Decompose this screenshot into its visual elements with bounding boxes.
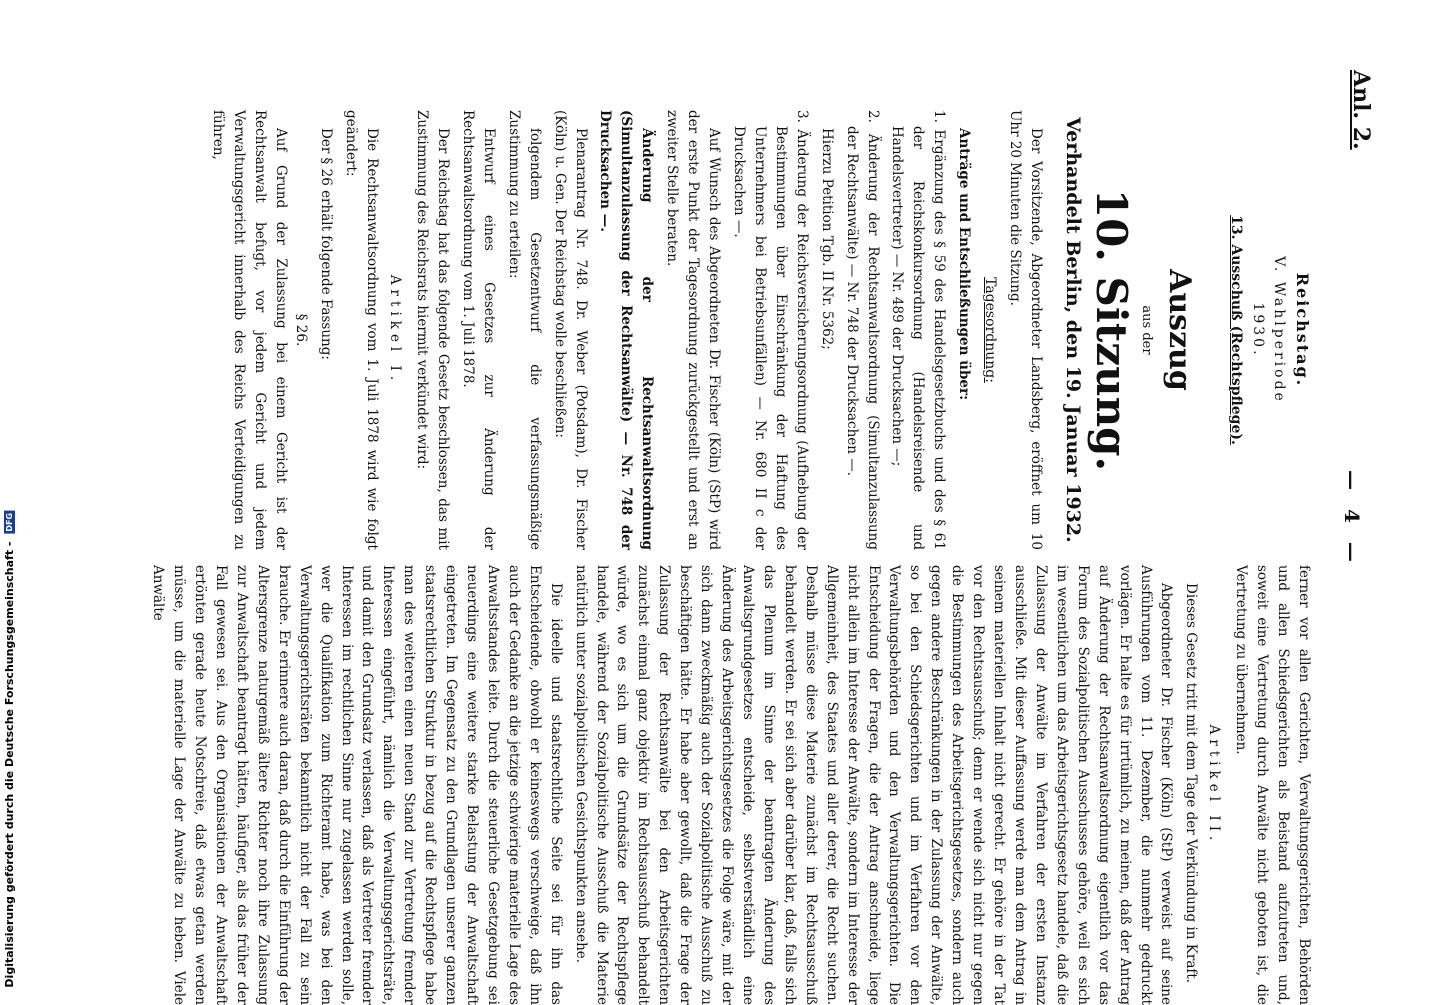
right-column [143, 565, 1314, 1005]
intro-paragraph: Der Vorsitzende, Abgeordneter Landsberg, eröffnet um 10 Uhr 20 Minuten die Sitzung. [1006, 110, 1044, 550]
agenda-item: 2. Änderung der Rechtsanwaltsordnung (Simultanzulassung der Rechtsanwälte) — Nr. 748 der Drucksachen —. [843, 110, 881, 550]
header-year: 1930. [1249, 302, 1266, 358]
paragraph: Der Reichstag hat das folgende Gesetz beschlossen, das mit Zustimmung des Reichsrats hiermit verkündet wird: [414, 110, 452, 550]
paragraph: Änderung der Rechtsanwaltsordnung (Simultanzulassung der Rechtsanwälte) — Nr. 748 der Drucksachen —. [597, 110, 656, 550]
paragraph: Der § 26 erhält folgende Fassung: [318, 128, 335, 360]
paragraph: Auf Wunsch des Abgeordneten Dr. Fischer (Köln) (StP) wird der erste Punkt der Tagesordnung zurückgestellt und erst an zweiter Stelle beraten. [664, 110, 723, 550]
paragraph: Die ideelle und staatsrechtliche Seite sei für ihn das Entscheidende, obwohl er keineswegs verschweige, daß ihn auch der Gedanke an die jetzige schwierige materielle Lage des Anwaltsstandes leite. Durch die steuerliche Gesetzgebung sei neuerdings eine weitere starke Belastung der Anwaltschaft eingetreten. Im Gegensatz zu den Grundlagen unserer ganzen staatsrechtlichen Struktur in bezug auf die Rechtspflege habe man des weiteren einen neuen Stand zur Vertretung fremder Interessen eingeführt, nämlich die Verwaltungsgerichtsräte, und damit den Grundsatz verlassen, daß als Vertreter fremder Interessen im rechtlichen Sinne nur zugelassen werden solle, wer die Qualifikation zum Richteramt habe, was bei den Verwaltungsgerichtsräten bekanntlich nicht der Fall zu sein brauche. Er erinnere auch daran, daß durch die Einführung der Altersgrenze naturgemäß ältere Richter noch ihre Zulassung zur Anwaltschaft beantragt hätten, häufiger, als das früher der Fall gewesen sei. Aus den Organisationen der Anwaltschaft ertönten gerade heute Notschreie, daß etwas getan werden müsse, um die materielle Lage der Anwälte zu heben. Viele Anwälte [150, 565, 564, 1005]
paragraph: Abgeordneter Dr. Fischer (Köln) (StP) verweist auf seine Ausführungen vom 11. Dezember, die nunmehr gedruckt vorlägen. Er halte es für irrtümlich, zu meinen, daß der Antrag auf Änderung der Rechtsanwaltsordnung eigentlich vor das Forum des Sozialpolitischen Ausschusses gehöre, weil es sich im wesentlichen um das Arbeitsgerichtsgesetz handele, daß die Zulassung der Anwälte im Verfahren der ersten Instanz ausschließe. Mit dieser Auffassung werde man dem Antrag in seinem materiellen Inhalt nicht gerecht. Er gehöre in der Tat vor den Rechtsausschuß; denn er wende sich nicht nur gegen die Bestimmungen des Arbeitsgerichtsgesetzes, sondern auch gegen andere Beschränkungen in der Zulassung der Anwälte, so bei den Schiedsgerichten und im Verfahren vor den Verwaltungsbehörden und den Verwaltungsgerichten. Die Entscheidung der Fragen, die der Antrag anschneide, liege nicht allein im Interesse der Anwälte, sondern im Interesse der Allgemeinheit, des Staates und aller derer, die Recht suchen. Deshalb müsse diese Materie zunächst im Rechtsausschuß behandelt werden. Er sei sich aber darüber klar, daß, falls sich das Plenum im Sinne der beantragten Änderung des Anwaltsgrundgesetzes entscheide, selbstverständlich eine Änderung des Arbeitsgerichtsgesetzes die Folge wäre, mit der sich dann zweckmäßig auch der Sozialpolitische Ausschuß zu beschäftigen hätte. Er habe aber gewollt, daß die Frage der Zulassung der Rechtsanwälte bei den Arbeitsgerichten zunächst einmal ganz objektiv im Rechtsausschuß behandelt würde, wo es sich um die Grundsätze der Rechtspflege handele, während der Sozialpolitische Ausschuß die Materie natürlich unter sozialpolitischen Gesichtspunkten ansehe. [572, 565, 1175, 1005]
agenda-item: Hierzu Petition Tgb. II Nr. 5362; [818, 128, 835, 350]
paragraph: Die Rechtsanwaltsordnung vom 1. Juli 1878 wird wie folgt geändert: [343, 110, 381, 550]
left-column [203, 110, 1314, 550]
header-wahlperiode: V. Wahlperiode [1271, 256, 1288, 404]
paragraph: folgendem Gesetzentwurf die verfassungsmäßige Zustimmung zu erteilen: [505, 110, 543, 550]
paragraph: Entwurf eines Gesetzes zur Änderung der Rechtsanwaltsordnung vom 1. Juli 1878. [459, 110, 497, 550]
page-number: — 4 — [1340, 470, 1364, 568]
artikel-heading: Artikel II. [1206, 724, 1223, 846]
title-sitzung: 10. Sitzung. [1087, 188, 1137, 472]
antraege-heading: Anträge und Entschließungen über: [956, 128, 973, 401]
section-heading: § 26. [293, 313, 310, 347]
artikel-heading: Artikel I. [387, 274, 404, 386]
anlage-label: Anl. 2. [1348, 70, 1374, 150]
title-verhandelt: Verhandelt Berlin, den 19. Januar 1932. [1062, 117, 1085, 543]
agenda-item: 3. Änderung der Reichsversicherungsordnung (Aufhebung der Bestimmungen über Einschränkung der Haftung des Unternehmers bei Betriebsunfällen) — Nr. 680 II c der Drucksachen —. [731, 110, 810, 550]
title-auszug: Auszug [1162, 269, 1198, 391]
paragraph: Plenarantrag Nr. 748. Dr. Weber (Potsdam), Dr. Fischer (Köln) u. Gen. Der Reichstag wolle beschließen: [551, 110, 589, 550]
agenda-item: 1. Ergänzung des § 59 des Handelsgesetzbuchs und des § 61 der Reichskonkursordnung (Handelsreisende und Handelsvertreter) — Nr. 489 der Drucksachen —; [889, 110, 948, 550]
tagesordnung-heading: Tagesordnung: [981, 277, 998, 383]
header-reichstag: Reichstag. [1293, 272, 1312, 388]
paragraph: ferner vor allen Gerichten, Verwaltungsgerichten, Behörden und allen Schiedsgerichten als Beistand aufzutreten und, soweit eine Vertretung durch Anwälte nicht geboten ist, die Vertretung zu übernehmen. [1233, 565, 1312, 1005]
header-ausschuss: 13. Ausschuß (Rechtspflege). [1227, 215, 1244, 445]
paragraph: Auf Grund der Zulassung bei einem Gericht ist der Rechtsanwalt befugt, vor jedem Gericht und jedem Verwaltungsgericht innerhalb des Reichs Verteidigungen zu führen, [209, 110, 289, 550]
dfg-logo: DFG [5, 513, 14, 533]
digitization-credit: Digitalisierung gefördert durch die Deutsche Forschungsgemeinschaft - DFG [3, 513, 16, 988]
title-aus-der: aus der [1138, 305, 1154, 355]
paragraph: Dieses Gesetz tritt mit dem Tage der Verkündung in Kraft. [1183, 583, 1200, 984]
